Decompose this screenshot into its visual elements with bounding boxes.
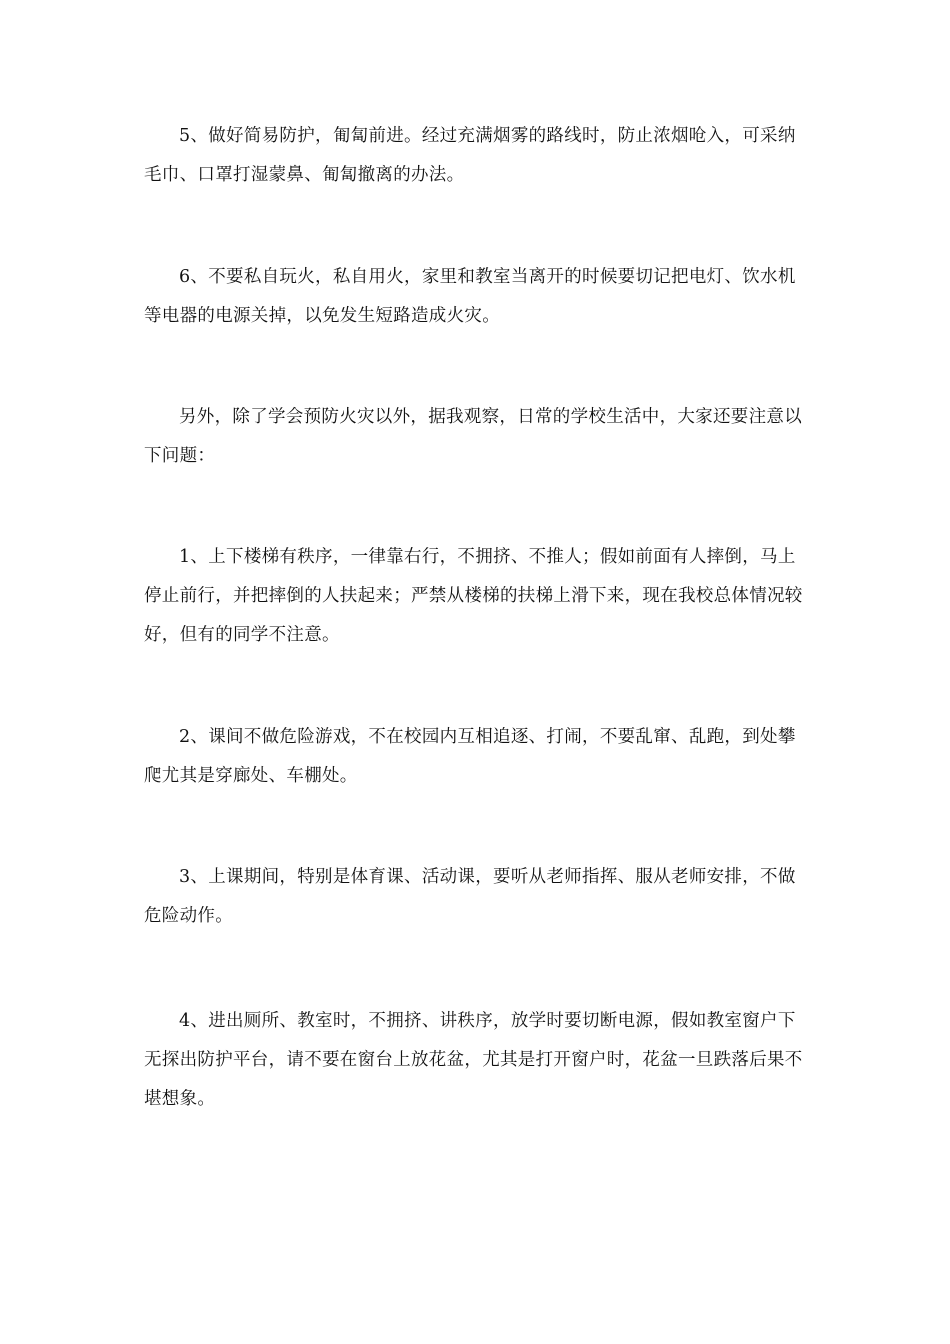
paragraph-intro-school-life: 另外，除了学会预防火灾以外，据我观察，日常的学校生活中，大家还要注意以下问题： — [144, 407, 802, 466]
paragraph-item-3-class: 3、上课期间，特别是体育课、活动课，要听从老师指挥、服从老师安排，不做危险动作。 — [144, 867, 796, 926]
paragraph-item-2-recess: 2、课间不做危险游戏，不在校园内互相追逐、打闹，不要乱窜、乱跑，到处攀爬尤其是穿廊处、车棚处。 — [144, 727, 796, 786]
paragraph-item-6-fire-use: 6、不要私自玩火，私自用火，家里和教室当离开的时候要切记把电灯、饮水机等电器的电源关掉，以免发生短路造成火灾。 — [144, 267, 796, 326]
paragraph-item-4-restroom-classroom: 4、进出厕所、教室时，不拥挤、讲秩序，放学时要切断电源，假如教室窗户下无探出防护平台，请不要在窗台上放花盆，尤其是打开窗户时，花盆一旦跌落后果不堪想象。 — [144, 1011, 803, 1109]
paragraph-item-1-stairs: 1、上下楼梯有秩序，一律靠右行，不拥挤、不推人；假如前面有人摔倒，马上停止前行，并把摔倒的人扶起来；严禁从楼梯的扶梯上滑下来，现在我校总体情况较好，但有的同学不注意。 — [144, 547, 803, 645]
paragraph-item-5-protection: 5、做好简易防护，匍匐前进。经过充满烟雾的路线时，防止浓烟呛入，可采纳毛巾、口罩打湿蒙鼻、匍匐撤离的办法。 — [144, 126, 796, 185]
